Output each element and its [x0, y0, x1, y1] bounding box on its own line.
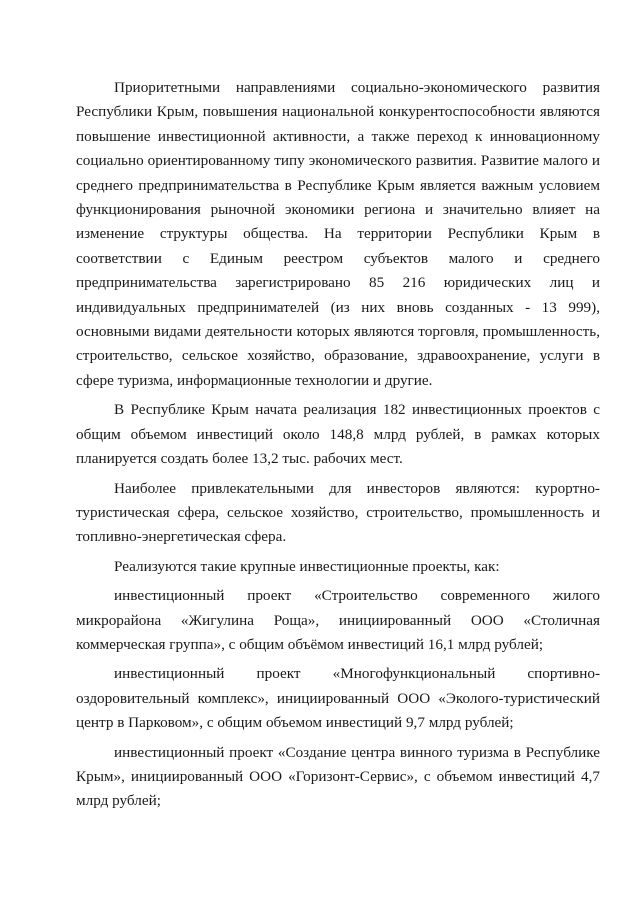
- paragraph-projects-intro: Реализуются такие крупные инвестиционные проекты, как:: [114, 557, 500, 575]
- document-page: [76, 76, 600, 814]
- list-item-project-zhigulina: инвестиционный проект «Строительство современного жилого микрорайона «Жигулина Роща», инициированный ООО «Столичная коммерческая группа», с общим объёмом инвестиций 16,1 млрд рублей;: [76, 587, 600, 653]
- paragraph-attractive-sectors: Наиболее привлекательными для инвесторов являются: курортно-туристическая сфера, сельское хозяйство, строительство, промышленность и топливно-энергетическая сфера.: [76, 479, 600, 546]
- list-item-project-sports-complex: инвестиционный проект «Многофункциональный спортивно-оздоровительный комплекс», инициированный ООО «Эколого-туристический центр в Парковом», с общим объемом инвестиций 9,7 млрд рублей;: [76, 665, 600, 732]
- paragraph-projects-count: В Республике Крым начата реализация 182 инвестиционных проектов с общим объемом инвестиций около 148,8 млрд рублей, в рамках которых планируется создать более 13,2 тыс. рабочих мест.: [76, 401, 600, 468]
- list-item-project-wine-tourism: инвестиционный проект «Создание центра винного туризма в Республике Крым», инициированный ООО «Горизонт-Сервис», с объемом инвестиций 4,7 млрд рублей;: [76, 743, 600, 810]
- paragraph-priorities: Приоритетными направлениями социально-экономического развития Республики Крым, повышения национальной конкурентоспособности являются повышение инвестиционной активности, а также переход к инновационному социально ориентированному типу экономического развития. Развитие малого и среднего предпринимательства в Республике Крым является важным условием функционирования рыночной экономики региона и значительно влияет на изменение структуры общества. На территории Республики Крым в соответствии с Единым реестром субъектов малого и среднего предпринимательства зарегистрировано 85 216 юридических лиц и индивидуальных предпринимателей (из них вновь созданных - 13 999), основными видами деятельности которых являются торговля, промышленность, строительство, сельское хозяйство, образование, здравоохранение, услуги в сфере туризма, информационные технологии и другие.: [76, 79, 600, 389]
